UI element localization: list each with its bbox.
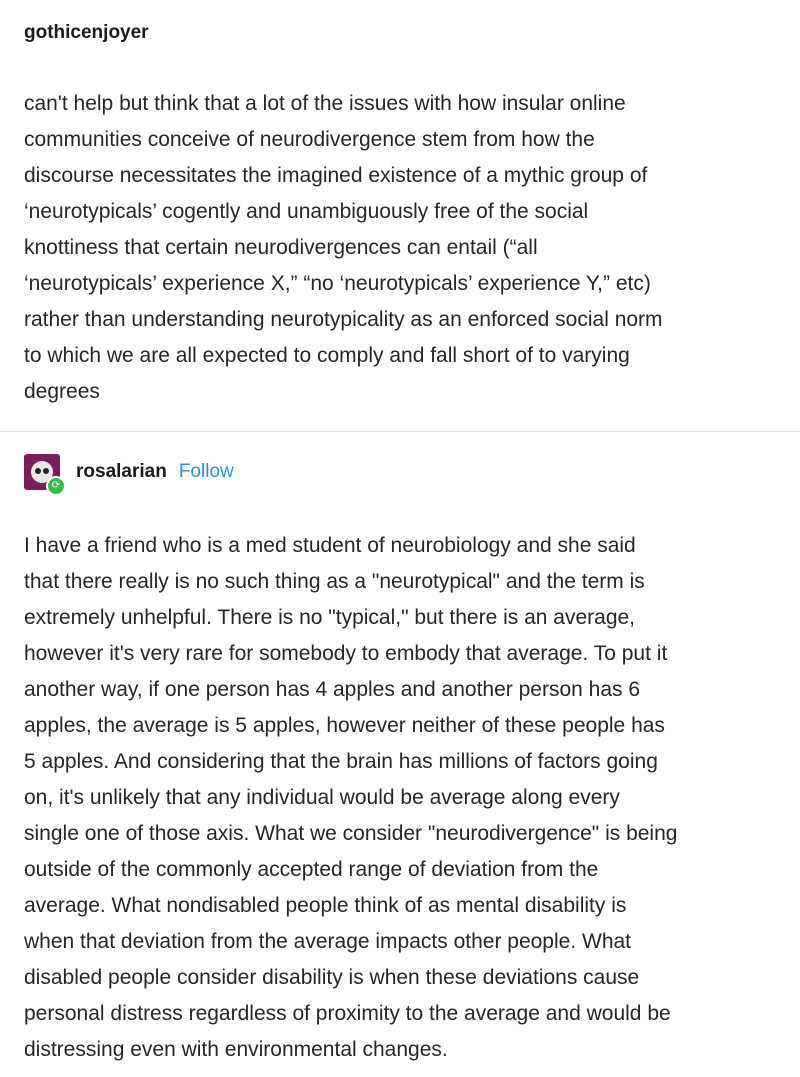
skull-avatar-icon[interactable] <box>24 454 60 490</box>
reblog-author-username[interactable]: rosalarian <box>76 461 167 482</box>
reblog-header <box>24 454 234 490</box>
reblog-body-text: I have a friend who is a med student of neurobiology and she said that there really is no such thing as a "neurotypical" and the term is extremely unhelpful. There is no "typical," but there is an average, however it's very rare for somebody to embody that average. To put it another way, if one person has 4 apples and another person has 6 apples, the average is 5 apples, however neither of these people has 5 apples. And considering that the brain has millions of factors going on, it's unlikely that any individual would be average along every single one of those axis. What we consider "neurodivergence" is being outside of the commonly accepted range of deviation from the average. What nondisabled people think of as mental disability is when that deviation from the average impacts other people. What disabled people consider disability is when these deviations cause personal distress regardless of proximity to the average and would be distressing even with environmental changes. <box>24 534 678 1061</box>
post-body-text: can't help but think that a lot of the issues with how insular online communities conceive of neurodivergence stem from how the discourse necessitates the imagined existence of a mythic group of ‘neurotypicals’ cogently and unambiguously free of the social knottiness that certain neurodivergences can entail (“all ‘neurotypicals’ experience X,” “no ‘neurotypicals’ experience Y,” etc) rather than understanding neurotypicality as an enforced social norm to which we are all expected to comply and fall short of to varying degrees <box>24 92 663 403</box>
reblog-icon: ⟳ <box>46 476 66 496</box>
reblog-divider <box>0 431 800 432</box>
follow-button[interactable]: Follow <box>178 461 234 482</box>
post-author-username[interactable]: gothicenjoyer <box>24 22 149 43</box>
